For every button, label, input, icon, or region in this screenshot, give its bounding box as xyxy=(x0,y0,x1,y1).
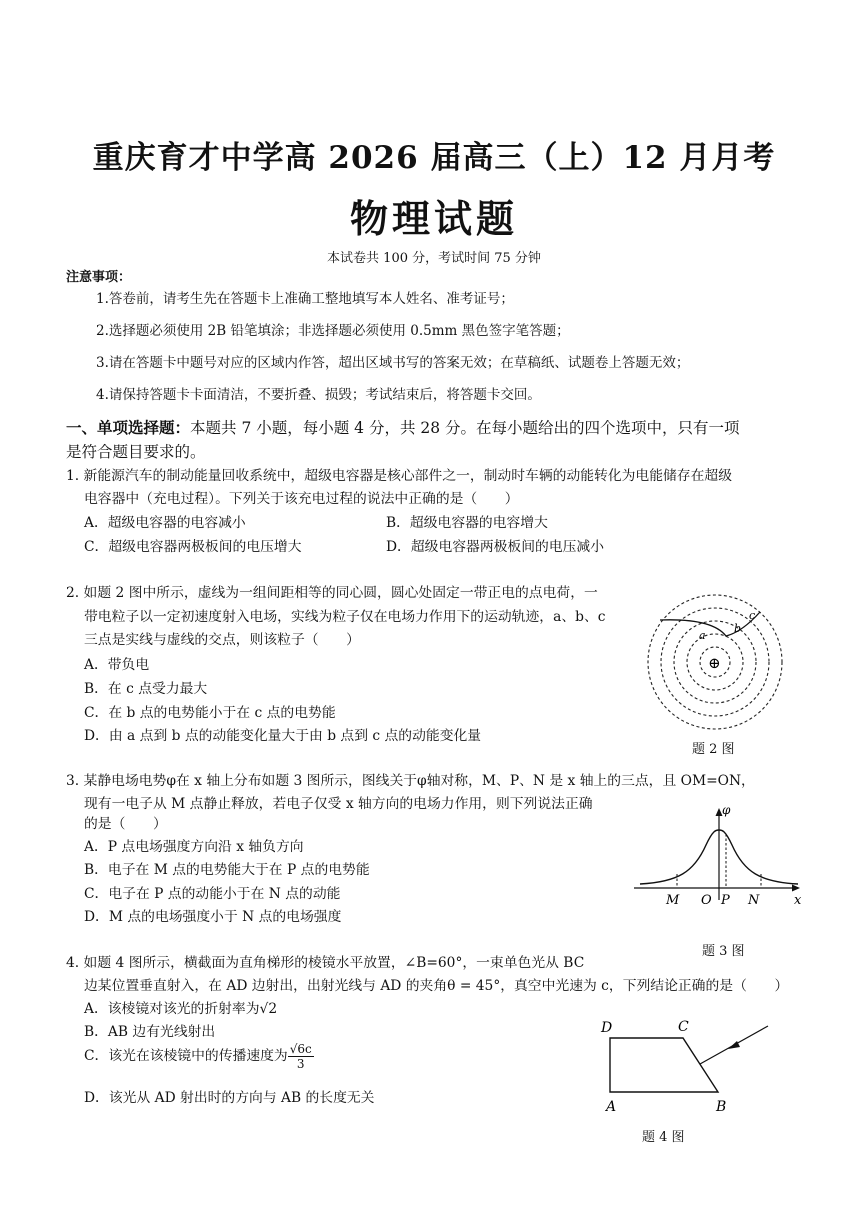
notice-item-3: 3.请在答题卡中题号对应的区域内作答，超出区域书写的答案无效；在草稿纸、试题卷上答题无效； xyxy=(96,355,690,371)
q3-x-arrow-icon xyxy=(792,885,800,892)
q1-option-b: B．超级电容器的电容增大 xyxy=(386,515,548,531)
q4-option-d: D．该光从 AD 射出时的方向与 AB 的长度无关 xyxy=(84,1090,375,1106)
section-line-2: 是符合题目要求的。 xyxy=(66,443,206,461)
section-heading xyxy=(66,416,740,438)
q4-option-c-fraction xyxy=(288,1042,314,1071)
q2-figure xyxy=(642,592,792,732)
q2-label-c: c xyxy=(749,609,756,622)
q4-stem-line1: 4. 如题 4 图所示，横截面为直角梯形的棱镜水平放置，∠B=60°，一束单色光从 BC xyxy=(66,955,585,971)
notice-item-4: 4.请保持答题卡卡面清洁，不要折叠、损毁；考试结束后，将答题卡交回。 xyxy=(96,387,541,403)
q1-option-c: C．超级电容器两极板间的电压增大 xyxy=(84,539,302,555)
q2-label-b: b xyxy=(734,622,742,635)
q4-option-a: A．该棱镜对该光的折射率为√2 xyxy=(84,1001,278,1017)
notice-item-2: 2.选择题必须使用 2B 铅笔填涂；非选择题必须使用 0.5mm 黑色签字笔答题； xyxy=(96,323,570,339)
q2-caption: 题 2 图 xyxy=(692,742,735,757)
q3-label-phi: φ xyxy=(722,803,731,817)
q3-stem-line1: 3. 某静电场电势φ在 x 轴上分布如题 3 图所示，图线关于φ轴对称，M、P、N 是 x 轴上的三点，且 OM=ON， xyxy=(66,773,755,789)
q1-stem-line2: 电容器中（充电过程）。下列关于该充电过程的说法中正确的是（ ） xyxy=(84,491,519,507)
q2-stem-line2: 带电粒子以一定初速度射入电场，实线为粒子仅在电场力作用下的运动轨迹，a、b、c xyxy=(84,609,606,625)
q2-stem-line1: 2. 如题 2 图中所示，虚线为一组间距相等的同心圆，圆心处固定一带正电的点电荷，一 xyxy=(66,585,598,601)
q4-option-c-text: C．该光在该棱镜中的传播速度为 xyxy=(84,1048,288,1064)
q4-label-a: A xyxy=(606,1099,617,1115)
q4-caption: 题 4 图 xyxy=(642,1130,685,1145)
q3-option-a: A．P 点电场强度方向沿 x 轴负方向 xyxy=(84,839,304,855)
q2-label-a: a xyxy=(699,629,706,642)
q4-label-d: D xyxy=(601,1020,613,1036)
q1-option-d: D．超级电容器两极板间的电压减小 xyxy=(386,539,605,555)
q2-option-a: A．带负电 xyxy=(84,657,150,673)
q3-label-p: P xyxy=(721,893,730,908)
q4-fraction-numerator: √6c xyxy=(289,1042,312,1056)
q3-stem-line2: 现有一电子从 M 点静止释放，若电子仅受 x 轴方向的电场力作用，则下列说法正确 xyxy=(84,796,593,812)
exam-title: 重庆育才中学高 2026 届高三（上）12 月月考 xyxy=(92,140,776,176)
q3-option-d: D．M 点的电场强度小于 N 点的电场强度 xyxy=(84,909,342,925)
q4-figure xyxy=(596,1014,776,1118)
exam-subtitle: 本试卷共 100 分，考试时间 75 分钟 xyxy=(327,251,541,266)
q2-option-d: D．由 a 点到 b 点的动能变化量大于由 b 点到 c 点的动能变化量 xyxy=(84,728,482,744)
q4-label-b: B xyxy=(716,1099,727,1115)
q2-point-charge-icon: ⊕ xyxy=(708,654,721,672)
q4-fraction-denominator: 3 xyxy=(296,1057,305,1071)
q3-stem-line3: 的是（ ） xyxy=(84,816,167,832)
q4-prism xyxy=(610,1038,718,1092)
q1-stem-line1: 1. 新能源汽车的制动能量回收系统中，超级电容器是核心部件之一，制动时车辆的动能转化为电能储存在超级 xyxy=(66,468,732,484)
notice-item-1: 1.答卷前，请考生先在答题卡上准确工整地填写本人姓名、准考证号； xyxy=(96,291,514,307)
q2-stem-line3: 三点是实线与虚线的交点，则该粒子（ ） xyxy=(84,632,360,648)
q4-option-c xyxy=(84,1042,314,1071)
q2-option-c: C．在 b 点的电势能小于在 c 点的电势能 xyxy=(84,705,336,721)
q2-trajectory xyxy=(660,612,760,636)
q3-caption: 题 3 图 xyxy=(702,944,745,959)
q4-option-b: B．AB 边有光线射出 xyxy=(84,1024,216,1040)
q3-label-o: O xyxy=(701,893,712,908)
q2-option-b: B．在 c 点受力最大 xyxy=(84,681,208,697)
q3-figure xyxy=(628,800,812,910)
q1-option-a: A．超级电容器的电容减小 xyxy=(84,515,246,531)
q4-label-c: C xyxy=(678,1019,689,1035)
notice-heading: 注意事项： xyxy=(66,270,132,285)
section-line-1: 本题共 7 小题，每小题 4 分，共 28 分。在每小题给出的四个选项中，只有一项 xyxy=(190,419,740,437)
q3-option-c: C．电子在 P 点的动能小于在 N 点的动能 xyxy=(84,886,341,902)
subject-title: 物理试题 xyxy=(349,196,518,241)
q4-stem-line2: 边某位置垂直射入，在 AD 边射出，出射光线与 AD 的夹角θ = 45°，真空中光速为 c，下列结论正确的是（ ） xyxy=(84,978,789,994)
q3-label-x: x xyxy=(794,893,802,908)
q3-label-n: N xyxy=(748,893,760,908)
q3-label-m: M xyxy=(666,893,680,908)
q3-option-b: B．电子在 M 点的电势能大于在 P 点的电势能 xyxy=(84,862,370,878)
section-title: 一、单项选择题： xyxy=(66,418,191,437)
